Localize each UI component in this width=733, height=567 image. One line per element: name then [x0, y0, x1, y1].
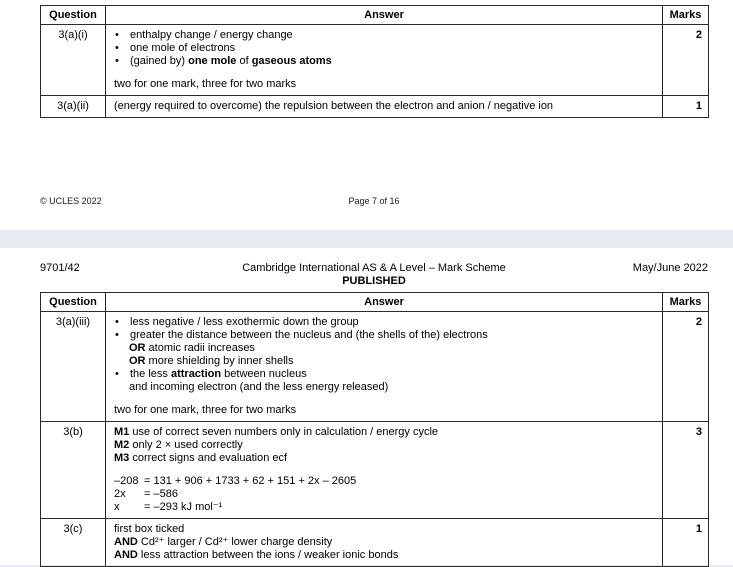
- bullet-text: [130, 329, 488, 342]
- bold-text: OR: [129, 355, 146, 367]
- answer-line: [114, 549, 654, 562]
- table-row: [41, 25, 709, 96]
- bullet-icon: •: [115, 316, 119, 328]
- table-header-row: [41, 6, 709, 25]
- question-column-header: Question: [41, 293, 106, 312]
- bold-text: M2: [114, 439, 130, 451]
- bullet-icon: •: [115, 55, 119, 67]
- paper-code: 9701/42: [40, 262, 80, 274]
- page-footer: [40, 196, 708, 206]
- bullet-icon: •: [115, 42, 119, 54]
- equation-rhs: = –293 kJ mol⁻¹: [144, 501, 223, 513]
- bullet-text: [130, 29, 293, 42]
- text-segment: less attraction between the ions / weaker ionic bonds: [137, 549, 399, 561]
- exam-session-date: May/June 2022: [632, 262, 708, 274]
- equation-lhs: x: [114, 501, 120, 513]
- text-segment: between nucleus: [221, 368, 307, 380]
- answer-line: [114, 452, 654, 465]
- answer-line: [114, 100, 654, 113]
- question-cell: 3(a)(i): [41, 25, 106, 96]
- bullet-text: [130, 368, 307, 381]
- page-number: Page 7 of 16: [348, 196, 400, 206]
- answer-line: [114, 426, 654, 439]
- text-segment: first box ticked: [114, 523, 185, 535]
- marks-cell: 1: [663, 96, 709, 118]
- answer-cell: [106, 422, 663, 519]
- text-segment: one mole of electrons: [130, 42, 236, 54]
- page-gap: [0, 230, 733, 248]
- text-segment: atomic radii increases: [145, 342, 255, 354]
- text-segment: two for one mark, three for two marks: [114, 404, 297, 416]
- equation-lhs: 2x: [114, 488, 126, 500]
- text-segment: and incoming electron (and the less energy released): [129, 381, 389, 393]
- bullet-line: [114, 329, 654, 342]
- bold-text: M3: [114, 452, 130, 464]
- text-segment: Cd²⁺ larger / Cd²⁺ lower charge density: [137, 536, 333, 548]
- table-row: [41, 96, 709, 118]
- bold-text: one mole: [188, 55, 237, 67]
- document-page-7: [0, 0, 733, 230]
- marks-column-header: Marks: [663, 293, 709, 312]
- answer-column-header: Answer: [106, 6, 663, 25]
- indented-line: [114, 381, 654, 394]
- question-cell: 3(a)(iii): [41, 312, 106, 422]
- answer-cell: [106, 519, 663, 567]
- text-segment: less negative / less exothermic down the group: [130, 316, 359, 328]
- text-segment: more shielding by inner shells: [145, 355, 294, 367]
- marks-cell: 2: [663, 312, 709, 422]
- text-segment: of: [236, 55, 252, 67]
- table-row: [41, 519, 709, 567]
- text-segment: (gained by): [130, 55, 189, 67]
- bullet-text: [130, 316, 359, 329]
- blank-line: [114, 394, 654, 404]
- bold-text: M1: [114, 426, 130, 438]
- question-column-header: Question: [41, 6, 106, 25]
- question-cell: 3(a)(ii): [41, 96, 106, 118]
- bullet-line: [114, 55, 654, 68]
- question-cell: 3(b): [41, 422, 106, 519]
- marks-column-header: Marks: [663, 6, 709, 25]
- document-title: [207, 262, 541, 288]
- bullet-icon: •: [115, 368, 119, 380]
- bold-text: OR: [129, 342, 146, 354]
- text-segment: two for one mark, three for two marks: [114, 78, 297, 90]
- marks-cell: 3: [663, 422, 709, 519]
- page-header: [40, 262, 708, 288]
- answer-line: [114, 439, 654, 452]
- equation-rhs: = 131 + 906 + 1733 + 62 + 151 + 2x – 2605: [144, 475, 357, 487]
- document-page-8: [0, 248, 733, 565]
- bullet-line: [114, 29, 654, 42]
- question-cell: 3(c): [41, 519, 106, 567]
- bullet-line: [114, 42, 654, 55]
- text-segment: greater the distance between the nucleus and (the shells of the) electrons: [130, 329, 488, 341]
- blank-line: [114, 465, 654, 475]
- answer-cell: [106, 312, 663, 422]
- mark-scheme-table-page-8: [40, 292, 709, 567]
- text-segment: enthalpy change / energy change: [130, 29, 293, 41]
- bullet-text: [130, 42, 235, 55]
- text-segment: correct signs and evaluation ecf: [129, 452, 288, 464]
- bold-text: AND: [114, 549, 138, 561]
- table-header-row: [41, 293, 709, 312]
- bold-text: AND: [114, 536, 138, 548]
- bullet-text: [130, 55, 332, 68]
- marks-cell: 2: [663, 25, 709, 96]
- bullet-line: [114, 368, 654, 381]
- table-row: [41, 422, 709, 519]
- answer-line: [114, 523, 654, 536]
- mark-scheme-table-page-7: [40, 5, 709, 118]
- answer-cell: [106, 25, 663, 96]
- answer-line: [114, 536, 654, 549]
- text-segment: only 2 × used correctly: [129, 439, 243, 451]
- equation-line: [114, 488, 654, 501]
- blank-line: [114, 68, 654, 78]
- bullet-icon: •: [115, 329, 119, 341]
- indented-line: [114, 355, 654, 368]
- text-segment: use of correct seven numbers only in calculation / energy cycle: [129, 426, 439, 438]
- bold-text: attraction: [170, 368, 222, 380]
- bullet-line: [114, 316, 654, 329]
- text-segment: the less: [130, 368, 171, 380]
- bold-text: gaseous atoms: [251, 55, 332, 67]
- table-row: [41, 312, 709, 422]
- copyright-text: © UCLES 2022: [40, 196, 102, 206]
- answer-line: [114, 78, 654, 91]
- answer-line: [114, 404, 654, 417]
- indented-line: [114, 342, 654, 355]
- answer-column-header: Answer: [106, 293, 663, 312]
- title-line-1: Cambridge International AS & A Level – Mark Scheme: [242, 262, 506, 274]
- equation-lhs: –208: [114, 475, 139, 487]
- equation-rhs: = –586: [144, 488, 178, 500]
- title-line-2: PUBLISHED: [342, 275, 406, 287]
- text-segment: (energy required to overcome) the repulsion between the electron and anion / negative ion: [114, 100, 554, 112]
- answer-cell: [106, 96, 663, 118]
- marks-cell: 1: [663, 519, 709, 567]
- equation-line: [114, 475, 654, 488]
- equation-line: [114, 501, 654, 514]
- bullet-icon: •: [115, 29, 119, 41]
